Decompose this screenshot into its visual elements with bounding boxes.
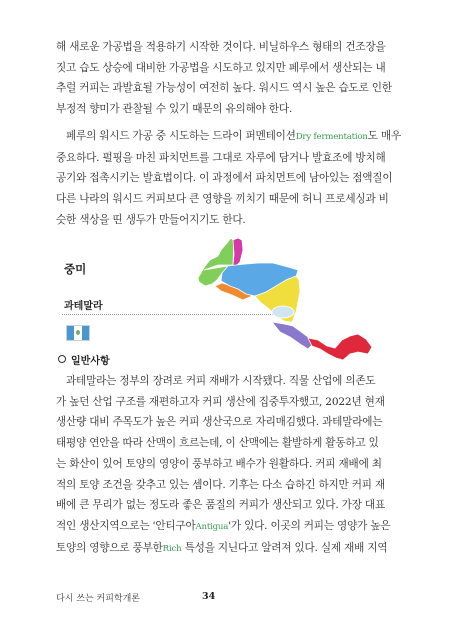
text-line: 적의 토양 조건을 갖추고 있는 셈이다. 기후는 다소 습하긴 하지만 커피 재: [56, 478, 385, 491]
text-line: 는 화산이 있어 토양의 영양이 풍부하고 배수가 원활하다. 커피 재배에 최: [56, 457, 382, 470]
gloss-dry-fermentation: Dry fermentation: [295, 132, 368, 142]
guatemala-flag-icon: [66, 325, 90, 341]
flag-emblem-icon: [76, 330, 80, 335]
map-panama: [308, 334, 372, 360]
text-line: 추럴 커피는 과발효될 가능성이 여전히 높다. 워시드 역시 높은 습도로 인한: [56, 82, 392, 95]
text-line: 중요하다. 펄핑을 마친 파치먼트를 그대로 자루에 담거나 발효조에 방치해: [56, 151, 386, 164]
text-line: 생산량 대비 주목도가 높은 커피 생산국으로 자리매김했다. 과테말라에는: [56, 416, 383, 429]
gloss-rich: Rich: [162, 543, 182, 554]
map-lake-nicaragua: [272, 306, 294, 318]
text-line: 부정적 향미가 관찰될 수 있기 때문의 유의해야 한다.: [56, 103, 293, 116]
gloss-antigua: Antigua: [195, 521, 229, 532]
text-line: 배에 큰 무리가 없는 정도라 좋은 품질의 커피가 생산되고 있다. 가장 대표: [56, 499, 385, 512]
region-title: 중미: [64, 262, 87, 276]
text-segment: 특성을 지닌다고 알려져 있다. 실제 재배 지역: [181, 541, 388, 554]
text-line: [56, 126, 420, 148]
text-segment: 페루의 워시드 가공 중 시도하는 드라이 퍼멘테이션: [66, 130, 296, 142]
text-segment: 도 매우: [367, 130, 402, 142]
text-segment: 적인 생산지역으로는 '안티구아: [56, 519, 196, 532]
text-line: 태평양 연안을 따라 산맥이 흐르는데, 이 산맥에는 활발하게 활동하고 있: [56, 437, 379, 450]
text-line: 다른 나라의 워시드 커피보다 큰 영향을 끼치기 때문에 허니 프로세싱과 비: [56, 193, 389, 206]
paragraph-top: [56, 37, 420, 120]
text-line: 슷한 색상을 띤 생두가 만들어지기도 한다.: [56, 213, 246, 226]
paragraph-bottom: [56, 371, 420, 559]
flag-band-right: [82, 326, 89, 340]
circle-bullet-icon: [58, 355, 66, 363]
paragraph-middle: [56, 126, 420, 231]
text-line: 공기와 접촉시키는 발효법이다. 이 과정에서 파치먼트에 남아있는 점액질이: [56, 172, 393, 185]
text-segment: '가 있다. 이곳의 커피는 영양가 높은: [228, 519, 391, 532]
flag-band-left: [67, 326, 74, 340]
text-line: [56, 538, 420, 560]
footer-book-title: 다시 쓰는 커피학개론: [56, 594, 140, 604]
map-belize: [233, 238, 243, 266]
page-number: 34: [202, 591, 216, 602]
section-label-text: 일반사항: [71, 356, 110, 367]
text-line: 해 새로운 가공법을 적용하기 시작한 것이다. 비닐하우스 형태의 건조장을: [56, 41, 386, 53]
text-line: [56, 516, 420, 538]
text-line: 짓고 습도 상승에 대비한 가공법을 시도하고 있지만 페루에서 생산되는 내: [56, 61, 386, 74]
country-title: 과테말라: [64, 301, 103, 312]
text-segment: 토양의 영향으로 풍부한: [56, 541, 163, 554]
text-line: 과테말라는 정부의 장려로 커피 재배가 시작됐다. 직물 산업에 의존도: [66, 375, 376, 387]
text-line: 가 높던 산업 구조를 재편하고자 커피 생산에 집중투자했고, 2022년 현재: [56, 395, 385, 408]
flag-band-center: [74, 326, 81, 340]
map-costa-rica: [272, 322, 312, 349]
section-heading: [58, 352, 110, 367]
central-america-map: [188, 236, 378, 366]
